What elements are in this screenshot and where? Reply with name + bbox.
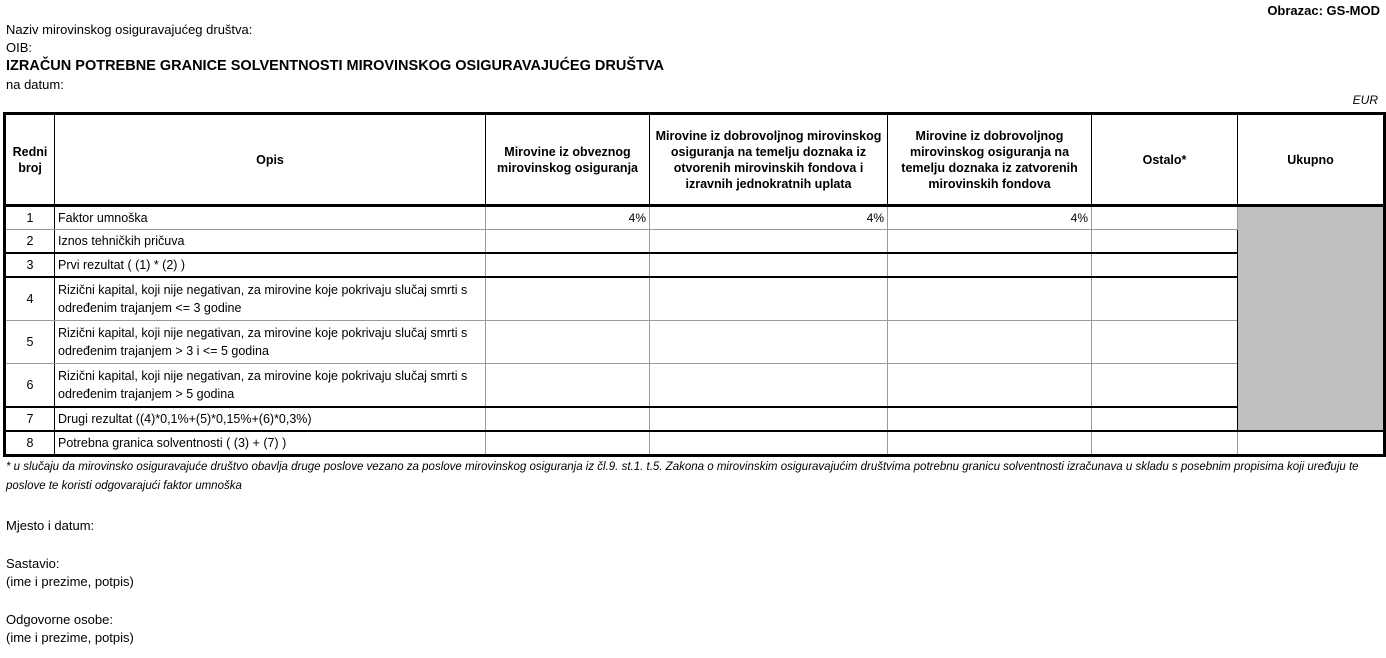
col-header-description: Opis [55, 114, 486, 206]
row-number: 8 [5, 431, 55, 456]
cell-other[interactable] [1092, 321, 1238, 364]
cell-voluntary-open[interactable] [650, 431, 888, 456]
cell-other[interactable] [1092, 253, 1238, 277]
company-name-label: Naziv mirovinskog osiguravajućeg društva: [6, 22, 253, 37]
cell-mandatory[interactable]: 4% [486, 206, 650, 230]
cell-voluntary-closed[interactable] [888, 407, 1092, 431]
table-row [5, 321, 1385, 364]
col-header-total: Ukupno [1238, 114, 1385, 206]
cell-other[interactable] [1092, 277, 1238, 321]
row-description: Rizični kapital, koji nije negativan, za mirovine koje pokrivaju slučaj smrti s određenim trajanjem <= 3 godine [55, 277, 486, 321]
currency-label: EUR [1352, 93, 1378, 107]
place-date-label: Mjesto i datum: [6, 518, 95, 533]
cell-other[interactable] [1092, 407, 1238, 431]
cell-voluntary-open[interactable] [650, 407, 888, 431]
cell-other[interactable] [1092, 206, 1238, 230]
table-row [5, 407, 1385, 431]
document-title: IZRAČUN POTREBNE GRANICE SOLVENTNOSTI MIROVINSKOG OSIGURAVAJUĆEG DRUŠTVA [6, 58, 664, 74]
col-header-voluntary-open: Mirovine iz dobrovoljnog mirovinskog osiguranja na temelju doznaka iz otvorenih mirovinskih fondova i izravnih jednokratnih uplata [650, 114, 888, 206]
cell-voluntary-closed[interactable] [888, 230, 1092, 254]
cell-other[interactable] [1092, 230, 1238, 254]
cell-voluntary-open[interactable] [650, 321, 888, 364]
responsible-persons-label: Odgovorne osobe: [6, 612, 113, 627]
row-description: Potrebna granica solventnosti ( (3) + (7) ) [55, 431, 486, 456]
cell-mandatory[interactable] [486, 230, 650, 254]
date-label: na datum: [6, 77, 64, 92]
cell-voluntary-open[interactable] [650, 230, 888, 254]
table-row [5, 253, 1385, 277]
oib-label: OIB: [6, 40, 33, 55]
cell-voluntary-open[interactable]: 4% [650, 206, 888, 230]
col-header-ordinal: Redni broj [5, 114, 55, 206]
responsible-persons-hint: (ime i prezime, potpis) [6, 630, 134, 645]
solvency-table [3, 112, 1386, 457]
cell-mandatory[interactable] [486, 407, 650, 431]
row-number: 7 [5, 407, 55, 431]
row-number: 1 [5, 206, 55, 230]
cell-voluntary-closed[interactable] [888, 431, 1092, 456]
row-description: Rizični kapital, koji nije negativan, za mirovine koje pokrivaju slučaj smrti s određenim trajanjem > 3 i <= 5 godina [55, 321, 486, 364]
cell-other[interactable] [1092, 431, 1238, 456]
cell-voluntary-closed[interactable]: 4% [888, 206, 1092, 230]
cell-voluntary-open[interactable] [650, 364, 888, 408]
row-number: 4 [5, 277, 55, 321]
table-header-row [5, 114, 1385, 206]
row-description: Rizični kapital, koji nije negativan, za mirovine koje pokrivaju slučaj smrti s određenim trajanjem > 5 godina [55, 364, 486, 408]
cell-other[interactable] [1092, 364, 1238, 408]
col-header-other: Ostalo* [1092, 114, 1238, 206]
compiled-by-label: Sastavio: [6, 556, 60, 571]
table-row [5, 230, 1385, 254]
cell-total[interactable] [1238, 431, 1385, 456]
cell-voluntary-open[interactable] [650, 253, 888, 277]
footnote: * u slučaju da mirovinsko osiguravajuće društvo obavlja druge poslove vezano za poslove mirovinskog osiguranja iz čl.9. st.1. t.5. Zakona o mirovinskim osiguravajućim društvima potrebnu granicu solventnosti izračunava u skladu s posebnim propisima koji uređuju te poslove te koristi odgovarajući faktor umnoška [6, 461, 1359, 492]
row-number: 5 [5, 321, 55, 364]
col-header-mandatory: Mirovine iz obveznog mirovinskog osiguranja [486, 114, 650, 206]
row-description: Faktor umnoška [55, 206, 486, 230]
table-row [5, 431, 1385, 456]
cell-voluntary-open[interactable] [650, 277, 888, 321]
cell-mandatory[interactable] [486, 431, 650, 456]
compiled-by-hint: (ime i prezime, potpis) [6, 574, 134, 589]
disabled-total-block [1238, 206, 1385, 432]
table-row [5, 206, 1385, 230]
col-header-voluntary-closed: Mirovine iz dobrovoljnog mirovinskog osiguranja na temelju doznaka iz zatvorenih mirovinskih fondova [888, 114, 1092, 206]
cell-mandatory[interactable] [486, 277, 650, 321]
cell-mandatory[interactable] [486, 364, 650, 408]
row-description: Drugi rezultat ((4)*0,1%+(5)*0,15%+(6)*0,3%) [55, 407, 486, 431]
row-number: 3 [5, 253, 55, 277]
cell-voluntary-closed[interactable] [888, 364, 1092, 408]
row-description: Iznos tehničkih pričuva [55, 230, 486, 254]
row-number: 2 [5, 230, 55, 254]
form-code: Obrazac: GS-MOD [1267, 3, 1380, 18]
row-number: 6 [5, 364, 55, 408]
cell-mandatory[interactable] [486, 253, 650, 277]
cell-mandatory[interactable] [486, 321, 650, 364]
cell-voluntary-closed[interactable] [888, 277, 1092, 321]
row-description: Prvi rezultat ( (1) * (2) ) [55, 253, 486, 277]
cell-voluntary-closed[interactable] [888, 321, 1092, 364]
cell-voluntary-closed[interactable] [888, 253, 1092, 277]
table-row [5, 277, 1385, 321]
table-row [5, 364, 1385, 408]
